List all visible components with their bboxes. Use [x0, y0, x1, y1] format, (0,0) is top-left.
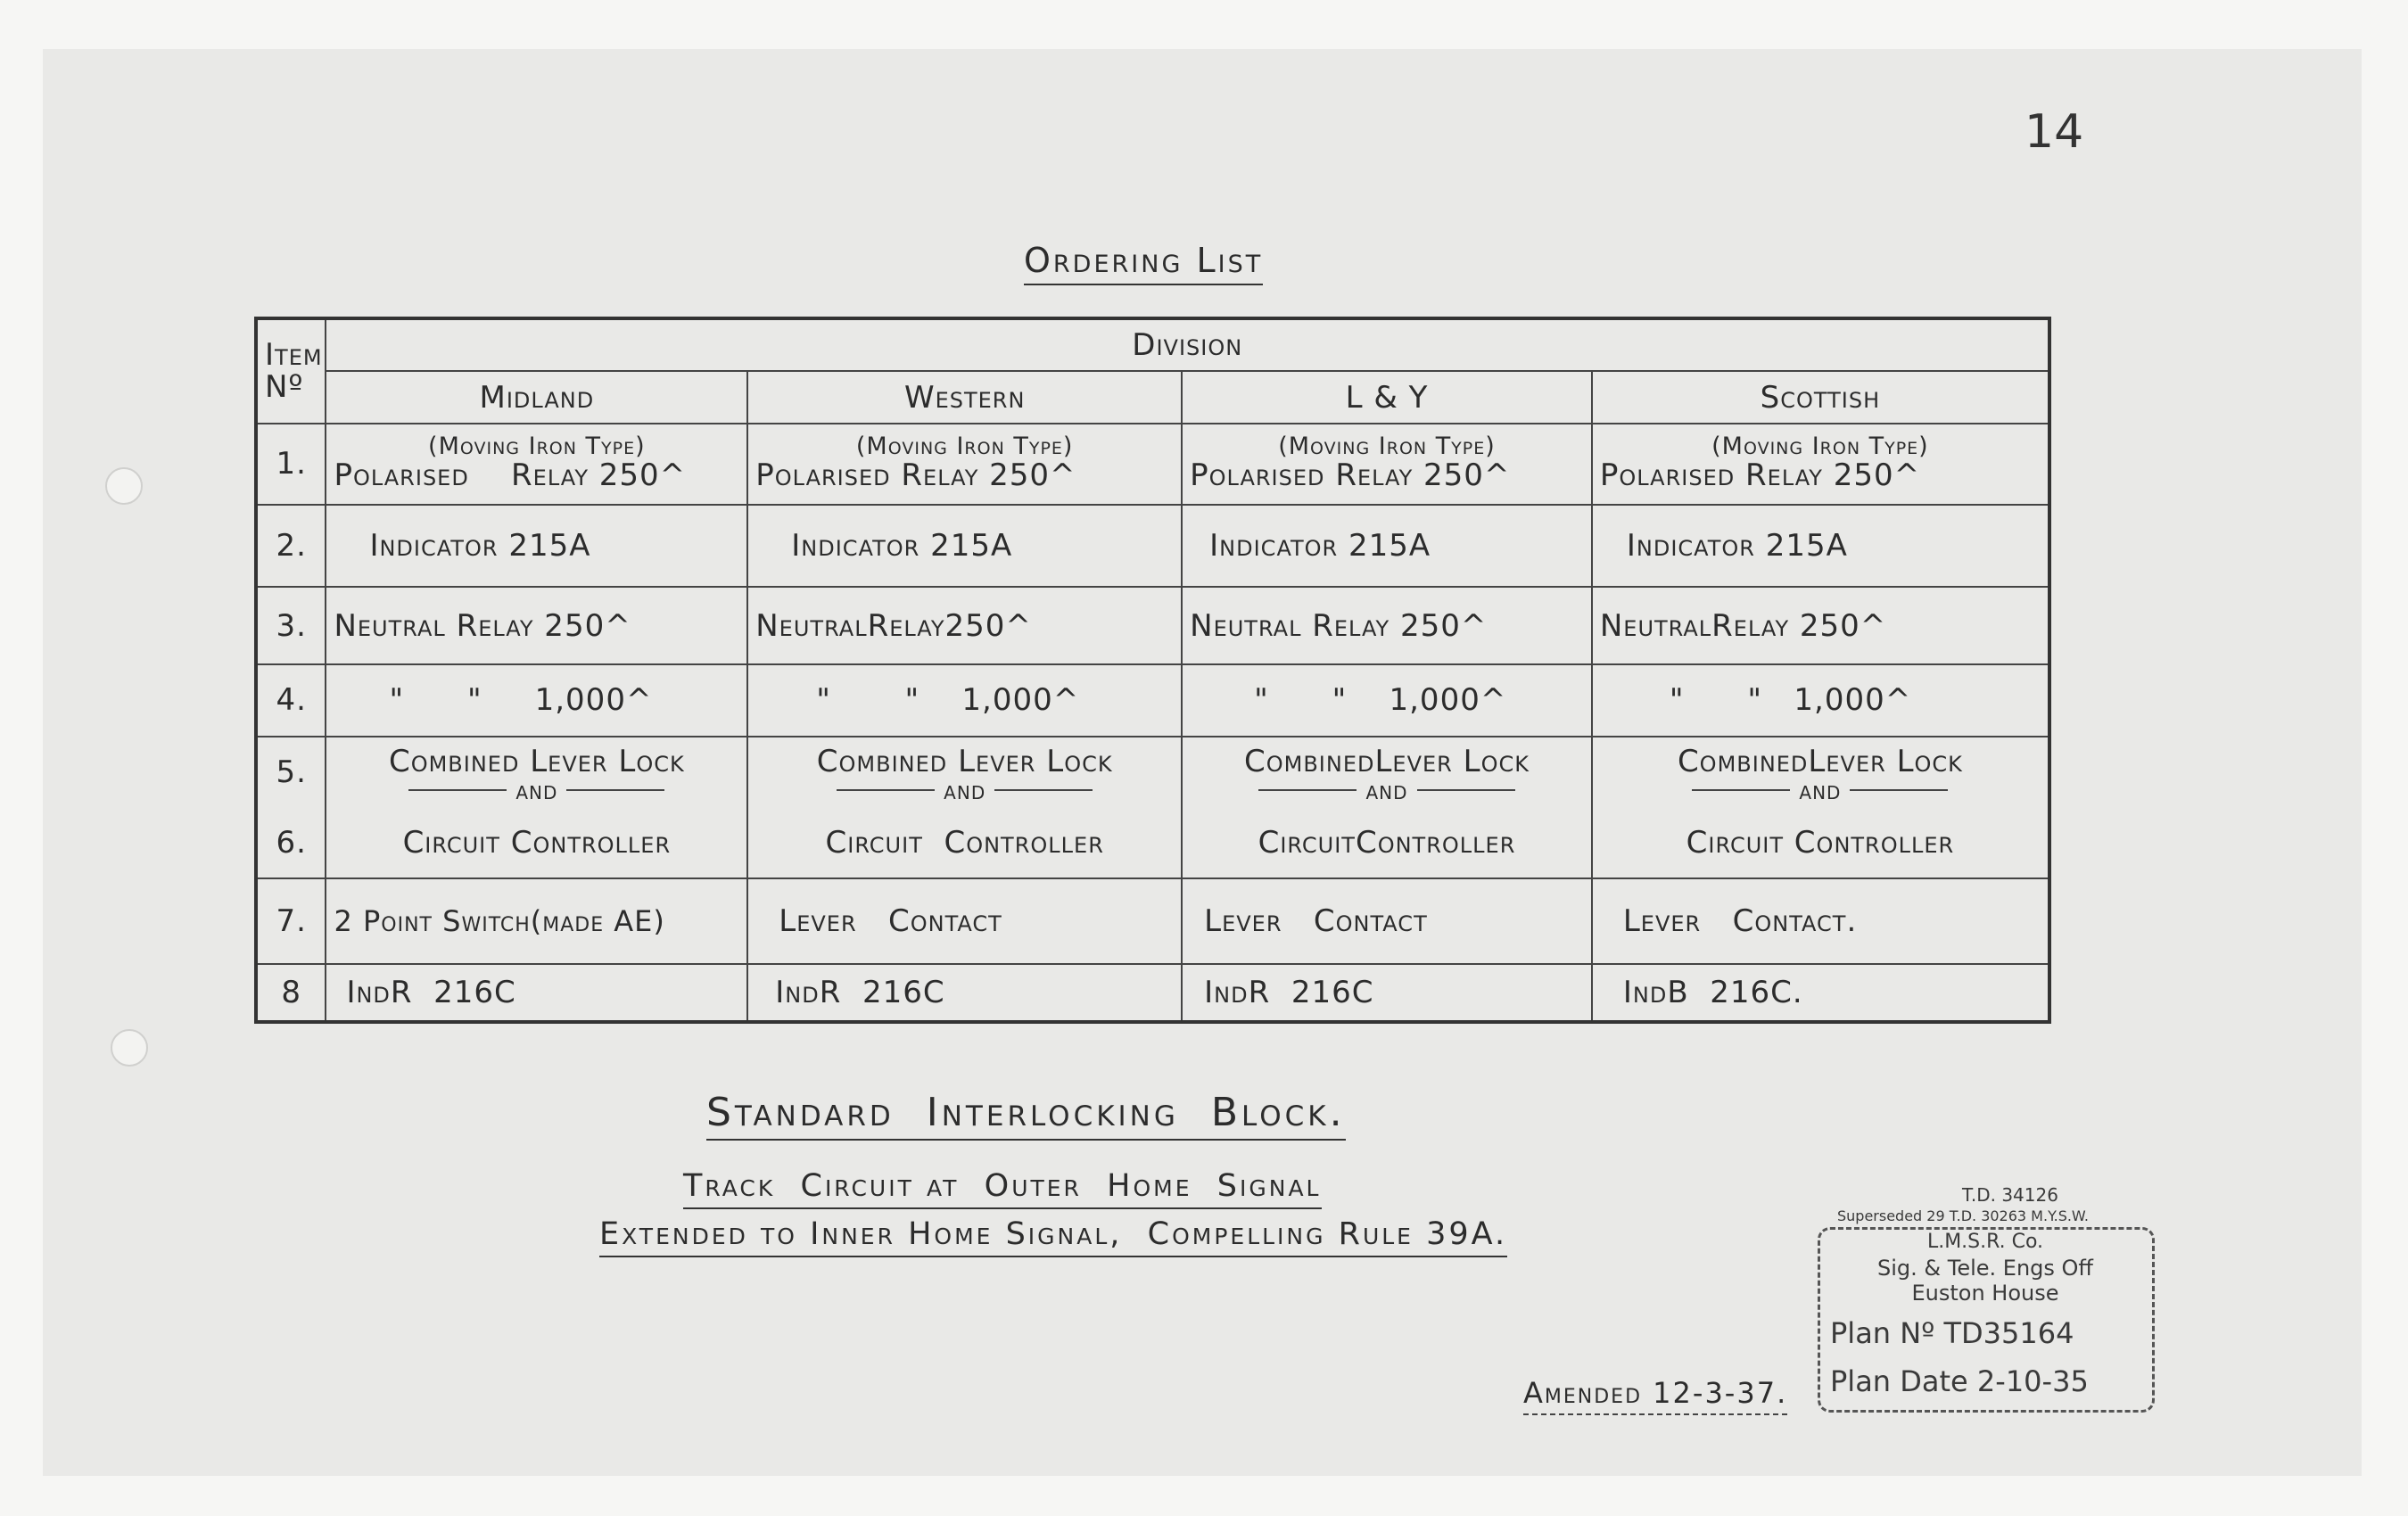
- item-number: 7.: [256, 878, 326, 965]
- table-cell: Indicator 215A: [1182, 505, 1592, 588]
- cell-text: Combined Lever Lock: [816, 744, 1113, 780]
- table-cell: [1182, 737, 1592, 809]
- table-cell: 2 Point Switch(made AE): [326, 878, 747, 965]
- dash-line: [1258, 789, 1357, 791]
- table-row: [256, 664, 2049, 737]
- cell-subnote: (Moving Iron Type): [855, 433, 1074, 461]
- cell-text: Polarised Relay 250^: [1190, 457, 1511, 494]
- item-header-line1: Item: [265, 337, 323, 374]
- stamp-superseded: Superseded 29 T.D. 30263 M.Y.S.W.: [1837, 1207, 2089, 1224]
- table-cell: " " 1,000^: [1182, 664, 1592, 737]
- table-cell: IndR 216C: [326, 964, 747, 1022]
- item-number: 4.: [256, 664, 326, 737]
- stamp-plan-date: Plan Date 2-10-35: [1830, 1364, 2089, 1398]
- table-cell: NeutralRelay250^: [747, 587, 1182, 664]
- drawing-title: Standard Interlocking Block.: [706, 1090, 1346, 1141]
- table-cell: Neutral Relay 250^: [1182, 587, 1592, 664]
- table-cell: Lever Contact: [1182, 878, 1592, 965]
- cell-subnote: (Moving Iron Type): [428, 433, 646, 461]
- table-cell: [747, 424, 1182, 505]
- item-number: 8: [256, 964, 326, 1022]
- office-stamp: [1818, 1184, 2153, 1407]
- table-cell: IndR 216C: [1182, 964, 1592, 1022]
- table-cell: [1182, 424, 1592, 505]
- stamp-house: Euston House: [1911, 1281, 2059, 1306]
- table-cell: Indicator 215A: [747, 505, 1182, 588]
- table-cell: " " 1,000^: [326, 664, 747, 737]
- drawing-subtitle-2: Extended to Inner Home Signal, Compelling Rule 39A.: [599, 1216, 1507, 1257]
- division-scottish: Scottish: [1592, 371, 2049, 423]
- and-label: and: [1365, 775, 1408, 805]
- table-row: [256, 964, 2049, 1022]
- division-midland: Midland: [326, 371, 747, 423]
- item-number: 3.: [256, 587, 326, 664]
- drawing-subtitle-1: Track Circuit at Outer Home Signal: [683, 1168, 1322, 1209]
- dash-line: [566, 789, 664, 791]
- cell-subnote: (Moving Iron Type): [1278, 433, 1496, 461]
- dash-line: [1692, 789, 1790, 791]
- table-cell: CircuitController: [1182, 808, 1592, 878]
- page-number: 14: [2025, 105, 2084, 159]
- table-cell: [1592, 737, 2049, 809]
- dash-line: [1850, 789, 1948, 791]
- division-l-and-y: L & Y: [1182, 371, 1592, 423]
- stamp-plan-number: Plan Nº TD35164: [1830, 1316, 2074, 1350]
- stamp-reference: T.D. 34126: [1962, 1184, 2058, 1206]
- table-row: [256, 424, 2049, 505]
- cell-text: Polarised Relay 250^: [755, 457, 1076, 494]
- and-connector: [334, 775, 739, 805]
- table-cell: Neutral Relay 250^: [326, 587, 747, 664]
- dash-line: [994, 789, 1093, 791]
- table-cell: [326, 424, 747, 505]
- table-cell: Indicator 215A: [326, 505, 747, 588]
- table-cell: [1592, 424, 2049, 505]
- table-cell: " " 1,000^: [1592, 664, 2049, 737]
- stamp-department: Sig. & Tele. Engs Off: [1877, 1256, 2093, 1281]
- item-header-line2: Nº: [265, 369, 304, 406]
- table-cell: " " 1,000^: [747, 664, 1182, 737]
- cell-text: Polarised Relay 250^: [1599, 457, 1921, 494]
- item-number-header: [256, 318, 326, 424]
- table-cell: IndR 216C: [747, 964, 1182, 1022]
- item-number: 6.: [256, 808, 326, 878]
- dash-line: [837, 789, 935, 791]
- table-row: [256, 737, 2049, 809]
- amended-date: Amended 12-3-37.: [1523, 1376, 1787, 1415]
- item-number: 5.: [256, 737, 326, 809]
- and-connector: [1190, 775, 1584, 805]
- ordering-list-table: [254, 317, 2051, 1024]
- division-western: Western: [747, 371, 1182, 423]
- table-cell: NeutralRelay 250^: [1592, 587, 2049, 664]
- punch-hole-lower: [111, 1029, 148, 1067]
- division-header: Division: [326, 318, 2049, 371]
- table-row: [256, 505, 2049, 588]
- cell-text: CombinedLever Lock: [1677, 744, 1963, 780]
- and-connector: [755, 775, 1174, 805]
- table-cell: Indicator 215A: [1592, 505, 2049, 588]
- cell-text: CombinedLever Lock: [1244, 744, 1530, 780]
- item-number: 2.: [256, 505, 326, 588]
- cell-text: Combined Lever Lock: [388, 744, 685, 780]
- table-cell: Circuit Controller: [1592, 808, 2049, 878]
- dash-line: [408, 789, 507, 791]
- punch-hole-upper: [105, 467, 143, 505]
- stamp-company: L.M.S.R. Co.: [1926, 1231, 2044, 1253]
- table-cell: Lever Contact: [747, 878, 1182, 965]
- and-label: and: [944, 775, 986, 805]
- table-cell: IndB 216C.: [1592, 964, 2049, 1022]
- item-number: 1.: [256, 424, 326, 505]
- dash-line: [1417, 789, 1515, 791]
- table-row: [256, 587, 2049, 664]
- and-connector: [1600, 775, 2041, 805]
- table-row: [256, 808, 2049, 878]
- cell-subnote: (Moving Iron Type): [1711, 433, 1929, 461]
- and-label: and: [515, 775, 558, 805]
- table-cell: Circuit Controller: [326, 808, 747, 878]
- ordering-list-heading: Ordering List: [1024, 241, 1263, 285]
- table-row: [256, 878, 2049, 965]
- table-cell: [326, 737, 747, 809]
- table-cell: Circuit Controller: [747, 808, 1182, 878]
- table-cell: Lever Contact.: [1592, 878, 2049, 965]
- and-label: and: [1799, 775, 1842, 805]
- table-cell: [747, 737, 1182, 809]
- cell-text: Polarised Relay 250^: [334, 457, 687, 494]
